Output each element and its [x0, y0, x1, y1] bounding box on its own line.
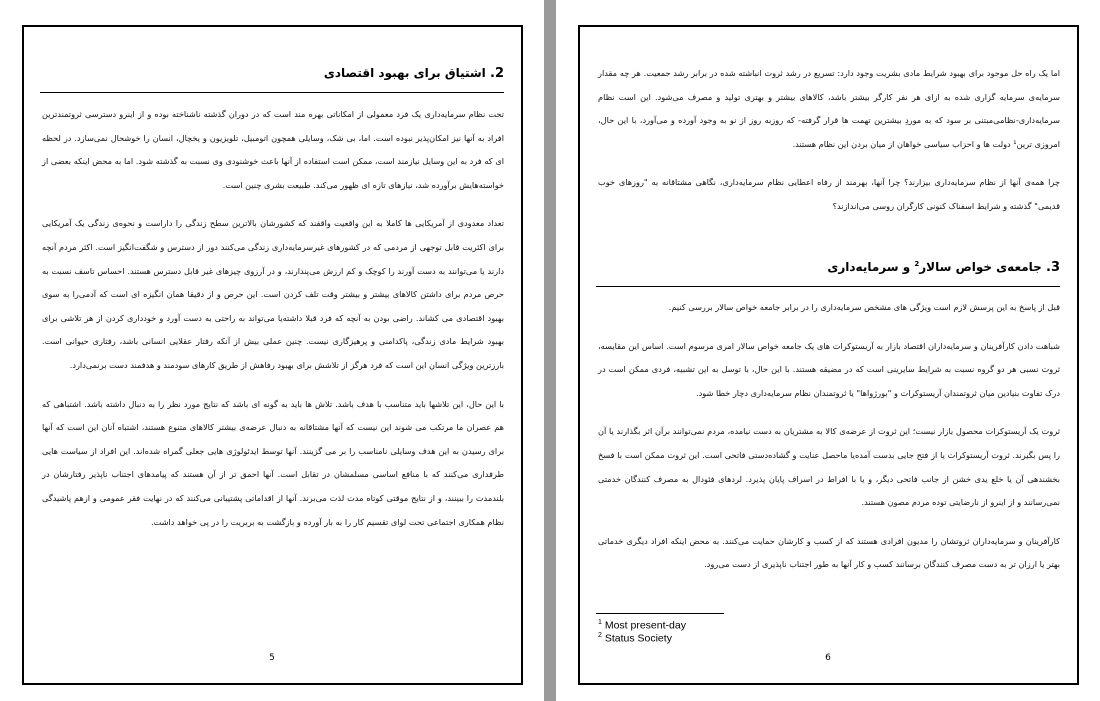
heading-title-part-a: جامعه‌ی خواص سالار	[919, 260, 1042, 274]
paragraph: کارآفرینان و سرمایه‌داران ثروتشان را مدیون افرادی هستند که از کسب و کارشان حمایت می‌کنند. به محض اینکه افراد دیگری خدماتی بهتر یا ارزان تر به دست مصرف کنندگان برسانند کسب و کار آنها به طور اجتناب ناپذیری از دست می‌رود.	[598, 535, 1060, 570]
heading-title: اشتیاق برای بهبود اقتصادی	[323, 66, 486, 80]
page-body-top	[598, 62, 1060, 234]
heading-title-part-b: و سرمایه‌داری	[827, 260, 915, 274]
section-heading-2	[40, 66, 504, 93]
paragraph: با این حال، این تلاشها باید متناسب با هدف باشد. تلاش ها باید به گونه ای باشد که نتایج مورد نظر را به دنبال داشته باشد. اشتباهی که هم عصران ما مرتکب می شوند این نیست که آنها مشتاقانه به دنبال عرضه‌ی بیشتر کالاهای متنوع هستند، اشتباه آنان این است که آنها برای رسیدن به این هدف وسایلی نامناسب را بر می گزینند. آنها توسط ایدئولوژی هایی جعلی گمراه شده‌اند. این افراد از سیاست هایی طرفداری می‌کنند که با منافع اساسی مسلمشان در تقابل است. آنها احمق تر از آن هستند که پیامدهای اجتناب ناپذیر رفتارشان در بلندمدت را ببینند، و از نتایج موقتی کوتاه مدت لذت می‌برند. آنها از اقداماتی پشتیبانی می‌کنند که در نهایت فقر عمومی و ازهم پاشیدگی نظام همکاری اجتماعی تحت لوای تقسیم کار را به بار آورده و بازگشت به بربریت را در پی خواهد داشت.	[42, 398, 504, 527]
paragraph: تحت نظام سرمایه‌داری یک فرد معمولی از امکاناتی بهره مند است که در دوران گذشته ناشناخته بوده و از اینرو دسترسی ثروتمندترین افراد به آنها نیز امکان‌پذیر نبوده است. اما، بی شک، وسایلی همچون اتومبیل، تلویزیون و یخچال، انسان را خوشحال نمی‌سازد. در لحظه ای که فرد به این وسایل نیازمند است، ممکن است استفاده از آنها باعث خوشنودی وی نسبت به گذشته شود. اما به محض اینکه بعضی از خواسته‌هایش برآورده شد، نیازهای تازه ای ظهور می‌کند. طبیعت بشری چنین است.	[42, 109, 504, 190]
page-body-bottom	[598, 296, 1060, 592]
footnote-text: Status Society	[601, 632, 672, 645]
footnote-ref: 2	[914, 260, 920, 268]
footnote-text: Most present-day	[601, 619, 686, 632]
heading-number: 2.	[490, 66, 504, 81]
paragraph: ثروت یک آریستوکرات محصول بازار نیست؛ این ثروت از عرضه‌ی کالا به مشتریان به دست نیامده، مردم نمی‌توانند برآن اثر بگذارند یا آن را پس بگیرند. ثروت آریستوکرات یا از فتح جایی بدست آمده‌یا ماحصل عنایت و گشاده‌دستی فاتحی است. این ثروت ممکن است با فسخ بخشندهی آن یا خلع یدی خشن از جانب فاتحی دیگر، و یا با افراط در اسراف پایان پذیرد. لردهای فئودال به مصرف کنندگان خدمتی نمی‌رسانند و از اینرو از نارضایتی توده مردم مصون هستند.	[598, 426, 1060, 508]
paragraph: چرا همه‌ی آنها از نظام سرمایه‌داری بیزارند؟ چرا آنها، بهرمند از رفاه اعطایی نظام سرمایه‌داری، نگاهی مشتاقانه به "روزهای خوب قدیمی" گذشته و شرایط اسفناک کنونی کارگران روسی می‌اندازند؟	[598, 177, 1060, 211]
paragraph: تعداد معدودی از آمریکایی ها کاملا به این واقعیت واقفند که کشورشان بالاترین سطح زندگی را داراست و نحوه‌ی زندگی یک آمریکایی برای اکثریت قابل توجهی از مردمی که در کشورهای غیرسرمایه‌داری زندگی می‌کنند دور از دسترس و شگفت‌انگیز است. اکثر مردم آنچه دارند یا می‌توانند به دست آورند را کوچک و کم ارزش می‌پندارند، و در آرزوی چیزهای غیر قابل دسترس هستند. احساس تاسف نسبت به حرص مردم برای داشتن کالاهای بیشتر و بیشتر وقت تلف کردن است. این حرص و از دقیقا همان انگیزه ای است که آدمی‌را به سوی بهبود اقتصادی می کشاند. راضی بودن به آنچه که فرد قبلا داشته‌یا می‌تواند به راحتی به دست آورد و خودداری کردن از هر تلاشی برای بهبود شرایط مادی زندگی، پاکدامنی و پرهیزگاری نیست. چنین عملی بیش از آنکه رفتار عقلایی انسانی باشد، رفتاری حیوانی است. بارزترین ویژگی انسان این است که فرد هرگز از تلاشش برای بهبود رفاهش از طریق کارهای سودمند و هدفمند دست برنمی‌دارد.	[42, 218, 504, 370]
paragraph: اما یک راه حل موجود برای بهبود شرایط مادی بشریت وجود دارد: تسریع در رشد ثروت انباشته شده در برابر رشد جمعیت. هر چه مقدار سرمایه‌ی سرمایه گزاری شده به ازای هر نفر کارگر بیشتر باشد، کالاهای بیشتر و بهتری تولید و مصرف می‌شود. این است نظام سرمایه‌داری-نظامی‌مبتنی بر سود که به موردِ بیشترین تهمت ها قرار گرفته- که روزبه روز از نو به وجود آورده و می‌آورد، با این حال، امروزی ترین¹ دولت ها و احزاب سیاسی خواهان از میان بردن این نظام هستند.	[598, 68, 1060, 149]
document-page-6	[556, 0, 1100, 701]
paragraph: قبل از پاسخ به این پرسش لازم است ویژگی های مشخص سرمایه‌داری را در برابر جامعه خواص سالار بررسی کنیم.	[668, 302, 1060, 312]
footnote-number: 2	[598, 632, 602, 639]
page-number: 6	[825, 653, 831, 663]
heading-number: 3.	[1046, 260, 1060, 275]
section-heading-3	[596, 260, 1060, 287]
document-page-5	[0, 0, 544, 701]
footnote-separator	[596, 613, 724, 614]
footnote-number: 1	[598, 619, 602, 626]
page-body	[42, 103, 504, 549]
footnote-2	[598, 630, 672, 645]
page-number: 5	[269, 653, 275, 663]
paragraph: شباهت دادن کارآفرینان و سرمایه‌داران اقتصاد بازار به آریستوکرات های یک جامعه خواص سالار امری مرسوم است. اساس این مقایسه، ثروت نسبی هر دو گروه نسبت به شرایط سایرینی است که در مضیقه هستند. با این حال، با توسل به این تشبیه، فردی ممکن است در درک تفاوت بنیادین میان ثروتمندان آریستوکرات و "بورژواها" یا ثروتمندان نظام سرمایه‌داری دچار خطا شود.	[598, 340, 1060, 398]
